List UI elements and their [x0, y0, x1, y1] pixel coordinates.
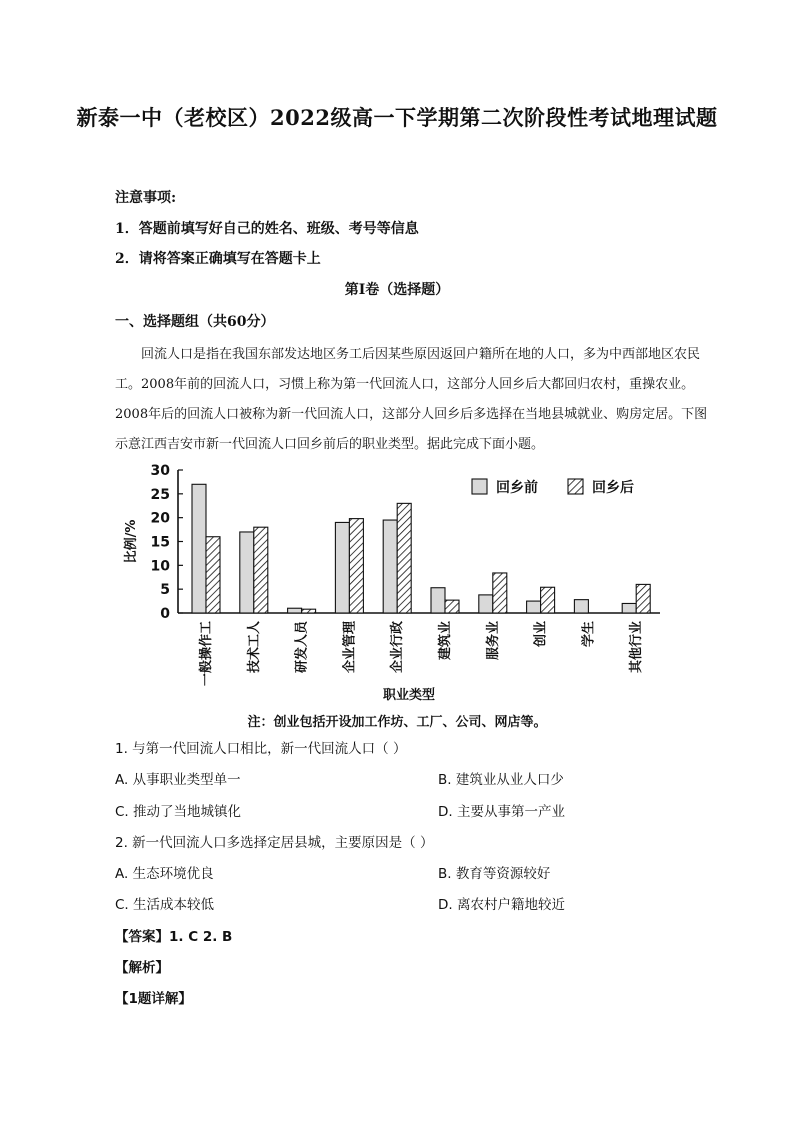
bar-after-return [445, 600, 459, 613]
bar-after-return [206, 537, 220, 613]
category-label: 创业 [533, 621, 549, 648]
bar-before-return [288, 608, 302, 613]
legend-swatch-after [568, 479, 583, 494]
legend-swatch-before [472, 479, 487, 494]
bar-after-return [636, 584, 650, 613]
y-tick-label: 25 [150, 486, 170, 503]
y-tick-label: 5 [160, 582, 170, 599]
bar-after-return [493, 573, 507, 613]
question-1-option-d: D. 主要从事第一产业 [438, 804, 565, 820]
x-axis-label: 职业类型 [382, 688, 436, 703]
category-label: 一般操作工 [199, 621, 214, 687]
category-label: 其他行业 [629, 621, 645, 674]
chart-note: 注：创业包括开设加工作坊、工厂、公司、网店等。 [247, 715, 547, 730]
section-title: 一、选择题组（共60分） [115, 314, 275, 330]
y-axis-label: 比例/% [124, 519, 139, 564]
bar-before-return [192, 484, 206, 613]
legend-label-after: 回乡后 [592, 480, 634, 496]
volume-title: 第Ⅰ卷（选择题） [344, 282, 450, 298]
category-label: 建筑业 [438, 621, 453, 661]
occupation-bar-chart [115, 458, 675, 708]
page-title: 新泰一中（老校区）2022级高一下学期第二次阶段性考试地理试题 [76, 105, 718, 130]
question-2-option-a: A. 生态环境优良 [115, 866, 214, 882]
bar-after-return [302, 609, 316, 613]
answer-line: 【答案】1. C 2. B [115, 929, 233, 945]
category-label: 技术工人 [246, 621, 262, 674]
question-1-option-a: A. 从事职业类型单一 [115, 772, 241, 788]
question-2-option-c: C. 生活成本较低 [115, 897, 215, 913]
y-tick-label: 30 [150, 463, 170, 479]
category-label: 服务业 [485, 621, 501, 661]
y-tick-label: 15 [150, 534, 170, 551]
bar-before-return [335, 522, 349, 613]
reading-passage: 回流人口是指在我国东部发达地区务工后因某些原因返回户籍所在地的人口，多为中西部地区农民工。2008年前的回流人口，习惯上称为第一代回流人口，这部分人回乡后大都回归农村，重操农业。2008年后的回流人口被称为新一代回流人口，这部分人回乡后多选择在当地县城就业、购房定居。下图示意江西吉安市新一代回流人口回乡前后的职业类型。据此完成下面小题。 [115, 347, 708, 452]
bar-before-return [622, 603, 636, 613]
question-2-stem: 2. 新一代回流人口多选择定居县城，主要原因是（ ） [115, 835, 434, 851]
question-2-option-d: D. 离农村户籍地较近 [438, 897, 565, 913]
analysis-heading: 【解析】 [115, 960, 169, 976]
y-tick-label: 20 [150, 510, 170, 527]
bar-before-return [479, 595, 493, 613]
notice-item-1: 1．答题前填写好自己的姓名、班级、考号等信息 [115, 221, 419, 237]
bar-before-return [383, 520, 397, 613]
question-1-stem: 1. 与第一代回流人口相比，新一代回流人口（ ） [115, 741, 407, 757]
notice-item-2: 2．请将答案正确填写在答题卡上 [115, 251, 321, 267]
category-label: 企业行政 [390, 621, 406, 674]
detail-heading: 【1题详解】 [115, 991, 192, 1007]
bar-after-return [541, 587, 555, 613]
notice-heading: 注意事项: [115, 190, 177, 206]
bar-after-return [397, 503, 411, 613]
bar-before-return [431, 588, 445, 613]
bar-after-return [254, 527, 268, 613]
question-1-option-b: B. 建筑业从业人口少 [438, 772, 564, 788]
bar-before-return [574, 600, 588, 613]
y-tick-label: 10 [150, 558, 170, 575]
y-tick-label: 0 [160, 606, 170, 622]
category-label: 学生 [581, 621, 597, 648]
legend-label-before: 回乡前 [496, 480, 538, 496]
bar-before-return [240, 532, 254, 613]
category-label: 企业管理 [342, 621, 358, 674]
question-1-option-c: C. 推动了当地城镇化 [115, 804, 242, 820]
question-2-option-b: B. 教育等资源较好 [438, 866, 551, 882]
bar-after-return [349, 519, 363, 613]
bar-before-return [527, 601, 541, 613]
category-label: 研发人员 [294, 621, 310, 674]
